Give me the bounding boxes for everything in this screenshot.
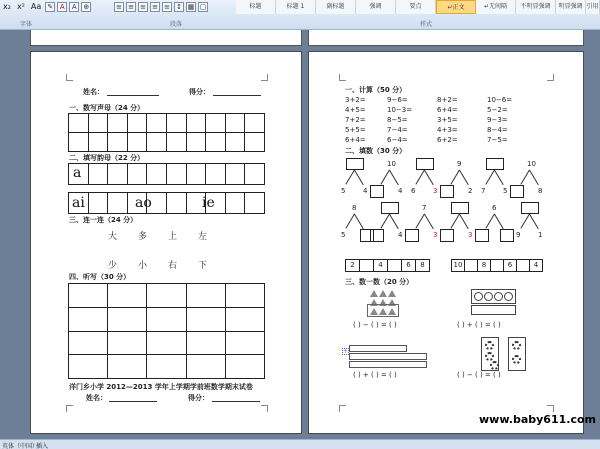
left-section-1-title: 一、数写声母（24 分） [69, 104, 145, 112]
calc-problem[interactable]: 6+4= [437, 106, 458, 114]
tree-right-number: 3 [468, 231, 473, 239]
tree-branch [459, 170, 469, 186]
subscript-button[interactable]: x₂ [3, 2, 11, 11]
left-section-3-title: 三、连一连（24 分） [69, 216, 138, 224]
style-title[interactable]: 标题 [236, 0, 276, 14]
finals-ie: ie [202, 195, 215, 211]
count-equation[interactable]: ( ) + ( ) = ( ) [353, 371, 397, 379]
calc-problem[interactable]: 8+2= [437, 96, 458, 104]
left-section-4-title: 四、听写（30 分） [69, 273, 131, 281]
calc-problem[interactable]: 4+3= [437, 126, 458, 134]
tree-branch [389, 214, 399, 230]
count-equation[interactable]: ( ) + ( ) = ( ) [457, 321, 501, 329]
tree-top-box[interactable] [416, 158, 434, 170]
tree-right-number: 3 [433, 187, 438, 195]
sequence-cell: 10 [451, 259, 465, 272]
tree-left-box[interactable] [405, 229, 419, 242]
tree-left-number: 5 [341, 187, 346, 195]
tree-right-number: 2 [468, 187, 473, 195]
style-strong[interactable]: 要点 [396, 0, 436, 14]
tree-top-box[interactable] [346, 158, 364, 170]
tree-right-number: 4 [363, 187, 368, 195]
tree-branch [345, 169, 355, 185]
justify-icon[interactable]: ≡ [150, 2, 160, 12]
align-left-icon[interactable]: ≡ [114, 2, 124, 12]
tree-branch [424, 214, 434, 230]
tree-top-box[interactable] [486, 158, 504, 170]
hanzi[interactable]: 多 [138, 232, 148, 242]
ribbon [0, 0, 600, 30]
style-subtle-emphasis[interactable]: 不明显强调 [516, 0, 556, 14]
score-label: 得分： [189, 88, 210, 96]
tree-top-number: 8 [352, 204, 357, 212]
tree-branch [380, 213, 390, 229]
calc-problem[interactable]: 3+5= [437, 116, 458, 124]
tree-right-number: 3 [433, 231, 438, 239]
language-indicator[interactable]: 英体（中国） [2, 443, 39, 449]
style-normal[interactable]: ↵正文 [436, 0, 476, 14]
tree-branch [485, 213, 495, 229]
hanzi[interactable]: 上 [168, 232, 178, 242]
tree-left-box[interactable] [510, 185, 524, 198]
right-section-1-title: 一、计算（50 分） [345, 86, 407, 94]
highlight-icon[interactable]: ✎ [45, 2, 55, 12]
count-equation[interactable]: ( ) − ( ) = ( ) [353, 321, 397, 329]
tree-right-number: 8 [538, 187, 543, 195]
tree-top-box[interactable] [451, 202, 469, 214]
hanzi[interactable]: 右 [168, 261, 178, 271]
tree-right-number: 4 [398, 231, 403, 239]
sequence-cell: 6 [401, 259, 416, 272]
calc-problem[interactable]: 3+2= [345, 96, 366, 104]
tree-right-number: 1 [538, 231, 543, 239]
sequence-cell[interactable] [490, 259, 504, 272]
tree-right-box[interactable] [500, 229, 514, 242]
finals-letter-a: a [73, 165, 82, 181]
tree-left-box[interactable] [370, 185, 384, 198]
previous-pages [0, 30, 600, 48]
tree-top-number: 7 [422, 204, 427, 212]
tree-top-box[interactable] [521, 202, 539, 214]
sequence-cell: 8 [415, 259, 430, 272]
footer-name-label: 姓名： [86, 394, 107, 402]
calc-problem[interactable]: 7+2= [345, 116, 366, 124]
calc-problem[interactable]: 10−3= [387, 106, 413, 114]
insert-mode-indicator[interactable]: 插入 [36, 443, 49, 449]
tree-left-number: 9 [516, 231, 521, 239]
corner-mark [66, 405, 73, 412]
footer-title: 洋门乡小学 2012—2013 学年上学期学前班数学期末试卷 [69, 383, 253, 391]
tree-branch [415, 169, 425, 185]
tree-branch [494, 170, 504, 186]
group-styles-label: 样式 [420, 21, 433, 28]
tree-branch [485, 169, 495, 185]
calc-problem[interactable]: 9−3= [487, 116, 508, 124]
calc-problem[interactable]: 5+5= [345, 126, 366, 134]
footer-name-blank[interactable] [109, 401, 157, 402]
grid-dictation [68, 283, 265, 379]
tree-branch [345, 213, 355, 229]
tree-top-number: 9 [457, 160, 462, 168]
tree-branch [389, 170, 399, 186]
corner-mark [261, 405, 268, 412]
superscript-button[interactable]: x² [16, 2, 25, 11]
tree-right-number: 5 [503, 187, 508, 195]
style-subtitle[interactable]: 副标题 [316, 0, 356, 14]
left-section-2-title: 二、填写韵母（22 分） [69, 154, 145, 162]
tree-branch [450, 213, 460, 229]
style-heading1[interactable]: 标题 1 [276, 0, 316, 14]
hanzi[interactable]: 大 [108, 232, 118, 242]
tree-branch [459, 214, 469, 230]
style-intense-emphasis[interactable]: 明显强调 [556, 0, 586, 14]
group-font-label: 字体 [20, 21, 33, 28]
hanzi[interactable]: 少 [108, 261, 118, 271]
corner-mark [261, 74, 268, 81]
watermark-text: www.baby611.com [479, 413, 596, 426]
font-toolbar [0, 0, 92, 14]
tree-branch [354, 170, 364, 186]
score-blank[interactable] [213, 95, 261, 96]
group-paragraph-label: 段落 [170, 21, 183, 28]
tree-branch [520, 169, 530, 185]
corner-mark [339, 74, 346, 81]
tree-branch [450, 169, 460, 185]
line-spacing-icon[interactable]: ↕ [174, 2, 184, 12]
sequence-cell[interactable] [359, 259, 374, 272]
tree-top-number: 6 [492, 204, 497, 212]
paragraph-toolbar [113, 0, 209, 14]
grid-initials [68, 113, 265, 152]
shading-icon[interactable]: ▦ [187, 3, 195, 11]
sequence-cell[interactable] [516, 259, 530, 272]
calc-problem[interactable]: 4+5= [345, 106, 366, 114]
sequence-cell: 8 [477, 259, 491, 272]
tree-right-number: 4 [398, 187, 403, 195]
calc-problem[interactable]: 5−2= [487, 106, 508, 114]
tree-left-box[interactable] [440, 185, 454, 198]
calc-problem[interactable]: 6+4= [345, 136, 366, 144]
grid-finals-row1 [68, 163, 265, 185]
hanzi[interactable]: 下 [198, 261, 208, 271]
align-center-icon[interactable]: ≡ [126, 2, 136, 12]
sequence-cell: 2 [345, 259, 360, 272]
align-right-icon[interactable]: ≡ [138, 2, 148, 12]
tree-top-box[interactable] [381, 202, 399, 214]
footer-score-label: 得分： [188, 394, 209, 402]
footer-score-blank[interactable] [212, 401, 260, 402]
calc-problem[interactable]: 9−6= [387, 96, 408, 104]
name-blank[interactable] [107, 95, 159, 96]
tree-left-number: 5 [341, 231, 346, 239]
calc-problem[interactable]: 8−5= [387, 116, 408, 124]
sequence-cell[interactable] [387, 259, 402, 272]
tree-left-number: 7 [481, 187, 486, 195]
corner-mark [339, 405, 346, 412]
count-equation[interactable]: ( ) − ( ) = ( ) [457, 371, 501, 379]
tree-branch [520, 213, 530, 229]
calc-problem[interactable]: 6−4= [387, 136, 408, 144]
distributed-icon[interactable]: ≡ [162, 2, 172, 12]
char-shading-icon[interactable]: A [69, 2, 79, 12]
tree-branch [424, 170, 434, 186]
tree-left-number: 6 [411, 187, 416, 195]
border-icon[interactable]: ▢ [199, 3, 207, 11]
corner-mark [547, 405, 554, 412]
sequence-cell: 6 [503, 259, 517, 272]
right-section-3-title: 三、数一数（20 分） [345, 278, 414, 286]
style-no-spacing[interactable]: ↵无间隔 [476, 0, 516, 14]
tree-branch [354, 214, 364, 230]
finals-ao: ao [135, 195, 152, 211]
tree-top-number: 10 [527, 160, 536, 168]
corner-mark [66, 74, 73, 81]
tree-branch [415, 213, 425, 229]
tree-branch [529, 170, 539, 186]
calc-problem[interactable]: 7−4= [387, 126, 408, 134]
sequence-cell: 4 [373, 259, 388, 272]
style-emphasis[interactable]: 强调 [356, 0, 396, 14]
tree-top-number: 10 [387, 160, 396, 168]
status-bar [0, 439, 600, 449]
hanzi[interactable]: 左 [198, 232, 208, 242]
prev-page-right [308, 30, 584, 46]
calc-problem[interactable]: 8−4= [487, 126, 508, 134]
tree-left-box[interactable] [475, 229, 489, 242]
hanzi[interactable]: 小 [138, 261, 148, 271]
page-left[interactable] [30, 51, 302, 434]
corner-mark [547, 74, 554, 81]
sequence-cell[interactable] [464, 259, 478, 272]
tree-branch [494, 214, 504, 230]
change-case-button[interactable]: Aa [30, 2, 42, 11]
name-label: 姓名： [83, 88, 104, 96]
right-section-2-title: 二、填数（30 分） [345, 147, 407, 155]
calc-problem[interactable]: 10−6= [487, 96, 513, 104]
calc-problem[interactable]: 7−5= [487, 136, 508, 144]
page-right[interactable] [308, 51, 596, 434]
style-quote[interactable]: 引用 [586, 0, 600, 14]
sequence-cell: 4 [529, 259, 543, 272]
tree-left-box[interactable] [440, 229, 454, 242]
tree-branch [380, 169, 390, 185]
prev-page-left [30, 30, 302, 46]
calc-problem[interactable]: 6+2= [437, 136, 458, 144]
enclose-char-icon[interactable]: ⊕ [81, 2, 91, 12]
tree-left-box[interactable] [370, 229, 384, 242]
tree-branch [529, 214, 539, 230]
move-handle-icon[interactable]: + [343, 348, 349, 355]
grid-finals-row2 [68, 192, 265, 214]
finals-ai: ai [72, 195, 85, 211]
font-color-icon[interactable]: A [57, 2, 67, 12]
